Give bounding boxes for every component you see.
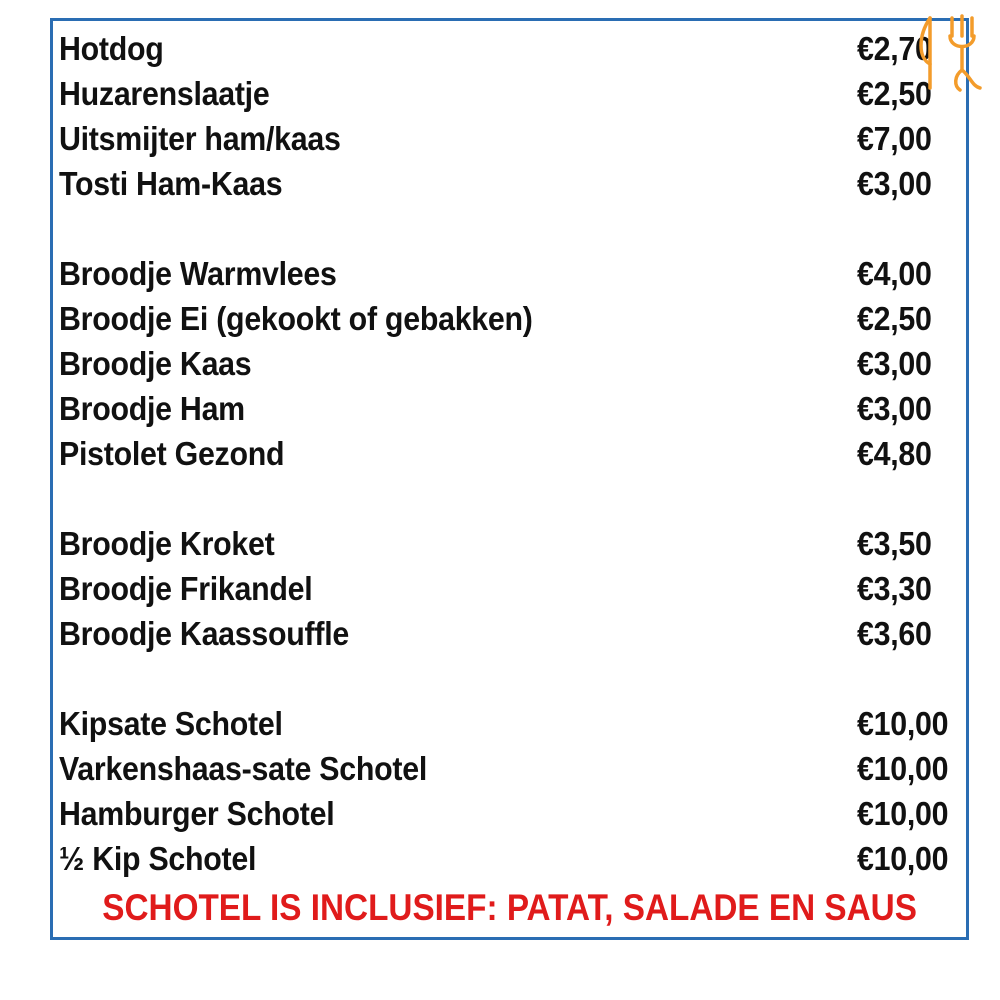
menu-item xyxy=(59,701,959,746)
item-price: €2,50 xyxy=(857,300,932,337)
item-price: €10,00 xyxy=(857,840,949,877)
item-price: €2,50 xyxy=(857,75,932,112)
menu-item xyxy=(59,296,959,341)
menu-item xyxy=(59,251,959,296)
item-price: €3,00 xyxy=(857,345,932,382)
item-name: Huzarenslaatje xyxy=(59,75,270,112)
item-name: Broodje Warmvlees xyxy=(59,255,337,292)
menu-item xyxy=(59,746,959,791)
item-price: €10,00 xyxy=(857,795,949,832)
item-name: ½ Kip Schotel xyxy=(59,840,257,877)
menu-item xyxy=(59,566,959,611)
item-price: €3,00 xyxy=(857,390,932,427)
item-name: Tosti Ham-Kaas xyxy=(59,165,283,202)
menu-item xyxy=(59,161,959,206)
item-name: Broodje Ei (gekookt of gebakken) xyxy=(59,300,533,337)
item-name: Kipsate Schotel xyxy=(59,705,283,742)
item-name: Hotdog xyxy=(59,30,164,67)
item-price: €3,00 xyxy=(857,165,932,202)
item-name: Varkenshaas-sate Schotel xyxy=(59,750,428,787)
item-price: €10,00 xyxy=(857,705,949,742)
item-name: Pistolet Gezond xyxy=(59,435,285,472)
item-price: €10,00 xyxy=(857,750,949,787)
item-price: €3,60 xyxy=(857,615,932,652)
item-price: €7,00 xyxy=(857,120,932,157)
menu-item xyxy=(59,836,959,881)
item-price: €3,50 xyxy=(857,525,932,562)
schotel-note xyxy=(50,884,969,932)
menu-item xyxy=(59,116,959,161)
menu-item xyxy=(59,71,959,116)
menu-item xyxy=(59,341,959,386)
menu-item xyxy=(59,521,959,566)
fork-knife-icon xyxy=(912,10,984,94)
item-name: Broodje Kaassouffle xyxy=(59,615,349,652)
item-price: €2,70 xyxy=(857,30,932,67)
item-price: €4,00 xyxy=(857,255,932,292)
item-name: Broodje Ham xyxy=(59,390,245,427)
schotel-note-text: SCHOTEL IS INCLUSIEF: PATAT, SALADE EN SAUS xyxy=(102,887,917,928)
item-name: Broodje Kroket xyxy=(59,525,275,562)
menu-item xyxy=(59,431,959,476)
menu-item xyxy=(59,611,959,656)
menu-item xyxy=(59,386,959,431)
item-price: €4,80 xyxy=(857,435,932,472)
item-name: Hamburger Schotel xyxy=(59,795,335,832)
item-name: Broodje Kaas xyxy=(59,345,252,382)
item-name: Broodje Frikandel xyxy=(59,570,313,607)
item-price: €3,30 xyxy=(857,570,932,607)
item-name: Uitsmijter ham/kaas xyxy=(59,120,341,157)
menu-item xyxy=(59,791,959,836)
menu-item xyxy=(59,26,959,71)
